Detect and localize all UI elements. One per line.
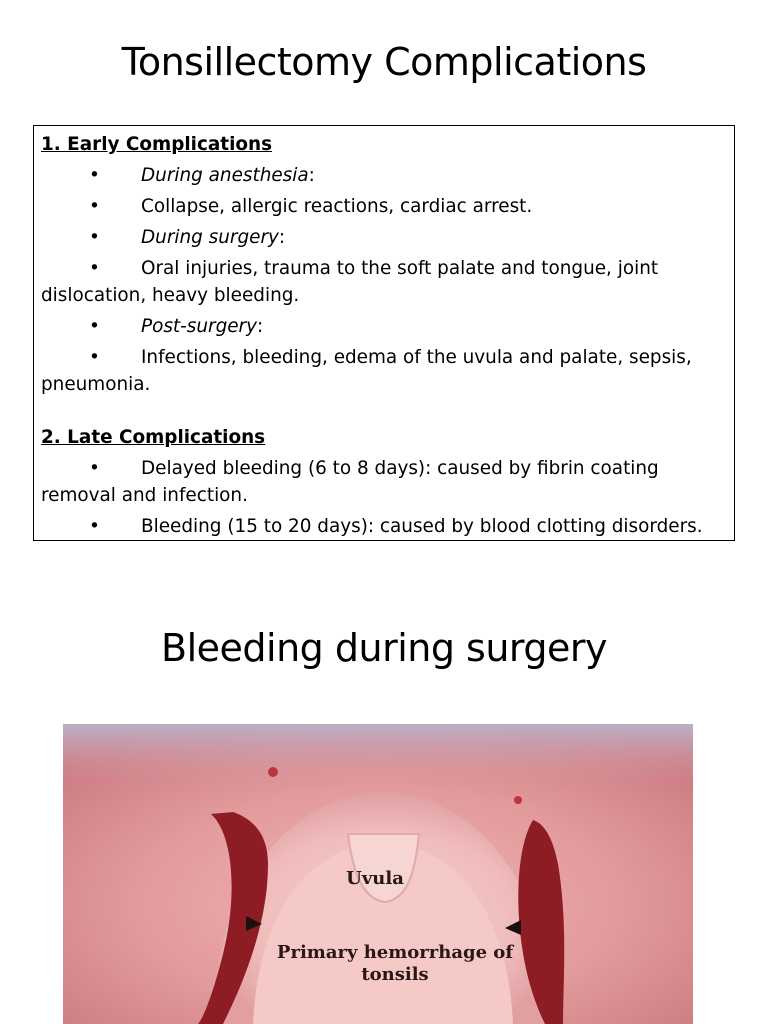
throat-photo [63,724,693,1024]
list-item [41,344,720,398]
item-label: During anesthesia [141,165,309,186]
bullet-icon: • [89,165,100,186]
blood-spot [514,796,522,804]
slide-title-bleeding: Bleeding during surgery [161,626,607,670]
bullet-icon: • [89,196,100,217]
list-item [41,513,720,540]
list-item [41,193,720,220]
bullet-icon: • [89,458,100,479]
list-item [41,224,720,251]
item-text: Oral injuries, trauma to the soft palate and tongue, joint dislocation, heavy bleeding. [41,258,659,306]
item-suffix: : [257,316,264,337]
blood-spot [268,767,278,777]
bullet-icon: • [89,258,100,279]
list-item [41,255,720,309]
list-item [41,313,720,340]
bullet-icon: • [89,516,100,537]
photo-top-band [63,724,693,784]
bullet-icon: • [89,227,100,248]
early-complications-heading: 1. Early Complications [41,134,273,155]
item-suffix: : [278,227,286,248]
slide-title: Tonsillectomy Complications [121,40,647,84]
hemorrhage-label: Primary hemorrhage of tonsils [276,942,514,985]
list-item [41,162,720,189]
item-text: Delayed bleeding (6 to 8 days): caused by fibrin coating removal and infection. [41,458,659,506]
bullet-icon: • [89,316,100,337]
bullet-icon: • [89,347,100,368]
list-item [41,455,720,509]
uvula-label: Uvula [346,868,404,889]
late-complications-heading: 2. Late Complications [41,427,266,448]
complications-text-box [33,125,735,541]
item-text: Collapse, allergic reactions, cardiac arrest. [141,196,533,217]
item-label: During surgery [141,227,279,248]
section-spacer [41,402,720,424]
item-label: Post-surgery [141,316,258,337]
item-suffix: : [308,165,315,186]
item-text: Infections, bleeding, edema of the uvula and palate, sepsis, pneumonia. [41,347,692,395]
item-text: Bleeding (15 to 20 days): caused by blood clotting disorders. [141,516,703,537]
